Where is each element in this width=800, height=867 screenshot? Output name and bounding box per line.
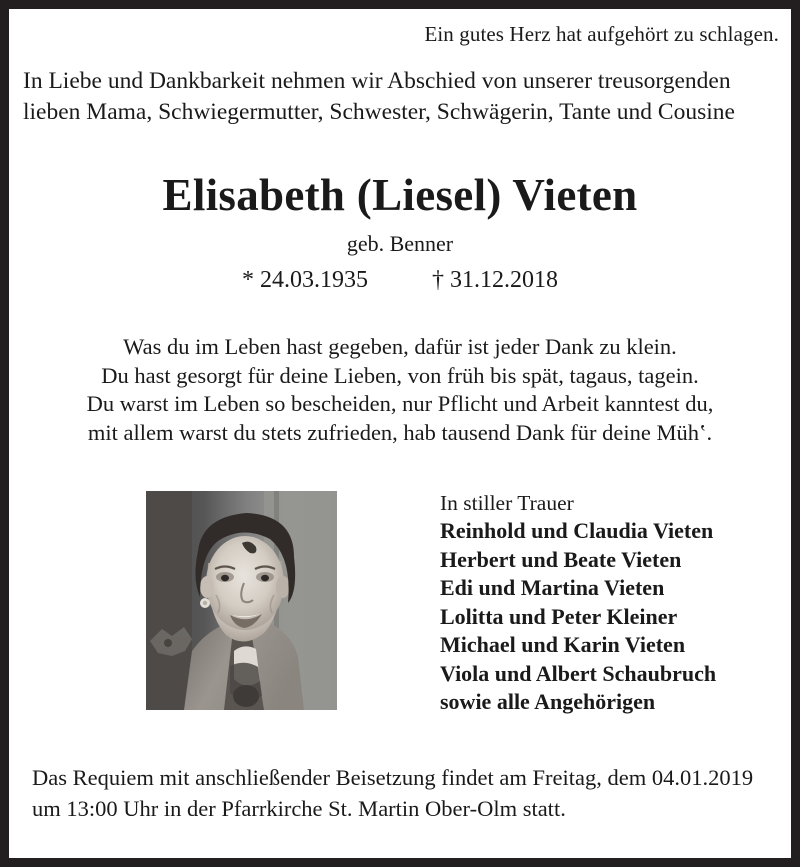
mourner-name-4: Lolitta und Peter Kleiner (440, 603, 678, 629)
deceased-name: Elisabeth (Liesel) Vieten (162, 170, 638, 220)
mourners-list (440, 490, 780, 717)
mourner-name-2: Herbert und Beate Vieten (440, 546, 682, 572)
portrait-photo (146, 491, 337, 710)
death-symbol: † (432, 267, 444, 293)
deceased-name-block (10, 169, 790, 295)
mourner-name-7: sowie alle Angehörigen (440, 689, 656, 714)
poem-line-1: Was du im Leben hast gegeben, dafür ist jeder Dank zu klein. (123, 334, 677, 359)
funeral-line-2: um 13:00 Uhr in der Pfarrkirche St. Martin Ober-Olm statt. (32, 796, 566, 821)
poem-line-4: mit allem warst du stets zufrieden, hab tausend Dank für deine Mühʽ. (87, 419, 713, 445)
portrait-photo-image (146, 491, 337, 710)
birth-symbol: * (242, 267, 254, 293)
death-date: 31.12.2018 (450, 267, 558, 293)
introduction-line-2: lieben Mama, Schwiegermutter, Schwester, Schwägerin, Tante und Cousine (23, 99, 735, 125)
memorial-poem (23, 333, 777, 447)
introduction-line-1: In Liebe und Dankbarkeit nehmen wir Abschied von unserer treusorgenden (23, 68, 731, 94)
maiden-name: geb. Benner (346, 231, 454, 256)
mourner-name-6: Viola und Albert Schaubruch (440, 660, 717, 686)
mourners-heading: In stiller Trauer (440, 491, 574, 515)
mourner-name-1: Reinhold und Claudia Vieten (440, 518, 714, 543)
epitaph-line: Ein gutes Herz hat aufgehört zu schlagen. (424, 22, 779, 46)
birth-date: 24.03.1935 (260, 267, 368, 293)
introduction-text (23, 66, 777, 128)
funeral-details (32, 762, 777, 824)
poem-line-2: Du hast gesorgt für deine Lieben, von früh bis spät, tagaus, tagein. (101, 362, 699, 388)
life-dates (10, 265, 790, 295)
mourner-name-3: Edi und Martina Vieten (440, 575, 665, 600)
mourner-name-5: Michael und Karin Vieten (440, 632, 686, 657)
poem-line-3: Du warst im Leben so bescheiden, nur Pflicht und Arbeit kanntest du, (86, 391, 714, 416)
obituary-notice-body (9, 9, 791, 858)
funeral-line-1: Das Requiem mit anschließender Beisetzung findet am Freitag, dem 04.01.2019 (32, 765, 754, 790)
